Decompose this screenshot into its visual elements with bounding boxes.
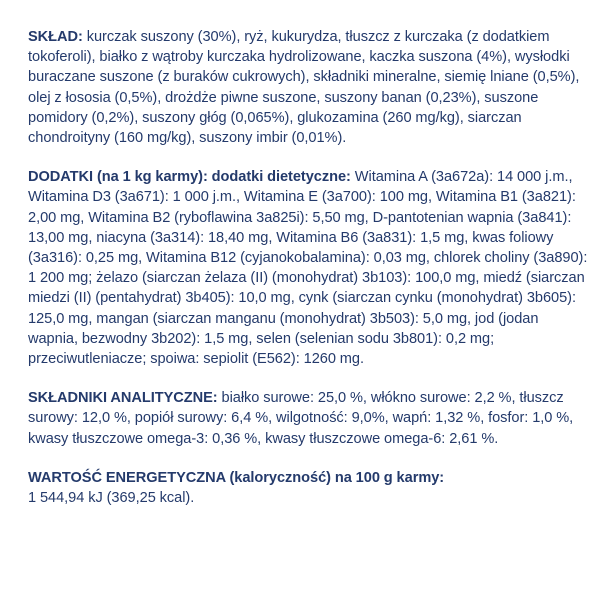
label-section-additives	[28, 167, 588, 369]
section-heading-additives: DODATKI (na 1 kg karmy): dodatki dietetyczne:	[28, 169, 351, 186]
section-heading-energy-value: WARTOŚĆ ENERGETYCZNA (kaloryczność) na 100 g karmy:	[28, 469, 445, 486]
section-heading-analytical-constituents: SKŁADNIKI ANALITYCZNE:	[28, 390, 218, 407]
section-heading-composition: SKŁAD:	[28, 29, 83, 45]
section-body-composition: kurczak suszony (30%), ryż, kukurydza, tłuszcz z kurczaka (z dodatkiem tokoferoli), białko z wątroby kurczaka hydrolizowane, kaczka suszona (4%), wysłodki buraczane suszone (z buraków cukrowych), składniki mineralne, siemię lniane (0,5%), olej z łososia (0,5%), drożdże piwne suszone, suszony banan (0,23%), suszone pomidory (0,2%), suszony głóg (0,065%), glukozamina (260 mg/kg), siarczan chondroityny (160 mg/kg), suszony imbir (0,01%).	[28, 29, 580, 147]
label-section-energy-value	[28, 468, 588, 508]
section-body-analytical-constituents: białko surowe: 25,0 %, włókno surowe: 2,2 %, tłuszcz surowy: 12,0 %, popiół surowy: 6,4 %, wilgotność: 9,0%, wapń: 1,32 %, fosfor: 1,0 %, kwasy tłuszczowe omega-3: 0,36 %, kwasy tłuszczowe omega-6: 2,61 %.	[28, 390, 574, 447]
label-section-composition	[28, 27, 588, 148]
section-body-additives: Witamina A (3a672a): 14 000 j.m., Witamina D3 (3a671): 1 000 j.m., Witamina E (3a700): 100 mg, Witamina B1 (3a821): 2,00 mg, Witamina B2 (ryboflawina 3a825i): 5,50 mg, D-pantotenian wapnia (3a841): 13,00 mg, niacyna (3a314): 18,40 mg, Witamina B6 (3a831): 1,5 mg, kwas foliowy (3a316): 0,25 mg, Witamina B12 (cyjanokobalamina): 0,03 mg, chlorek choliny (3a890): 1 200 mg; żelazo (siarczan żelaza (II) (monohydrat) 3b103): 100,0 mg, miedź (siarczan miedzi (II) (pentahydrat) 3b405): 10,0 mg, cynk (siarczan cynku (monohydrat) 3b605): 125,0 mg, mangan (siarczan manganu (monohydrat) 3b503): 5,0 mg, jod (jodan wapnia, bezwodny 3b202): 1,5 mg, selen (selenian sodu 3b801): 0,2 mg; przeciwutleniacze; spoiwa: sepiolit (E562): 1260 mg.	[28, 169, 588, 368]
section-body-energy-value: 1 544,94 kJ (369,25 kcal).	[28, 490, 195, 507]
label-section-analytical-constituents	[28, 388, 588, 449]
